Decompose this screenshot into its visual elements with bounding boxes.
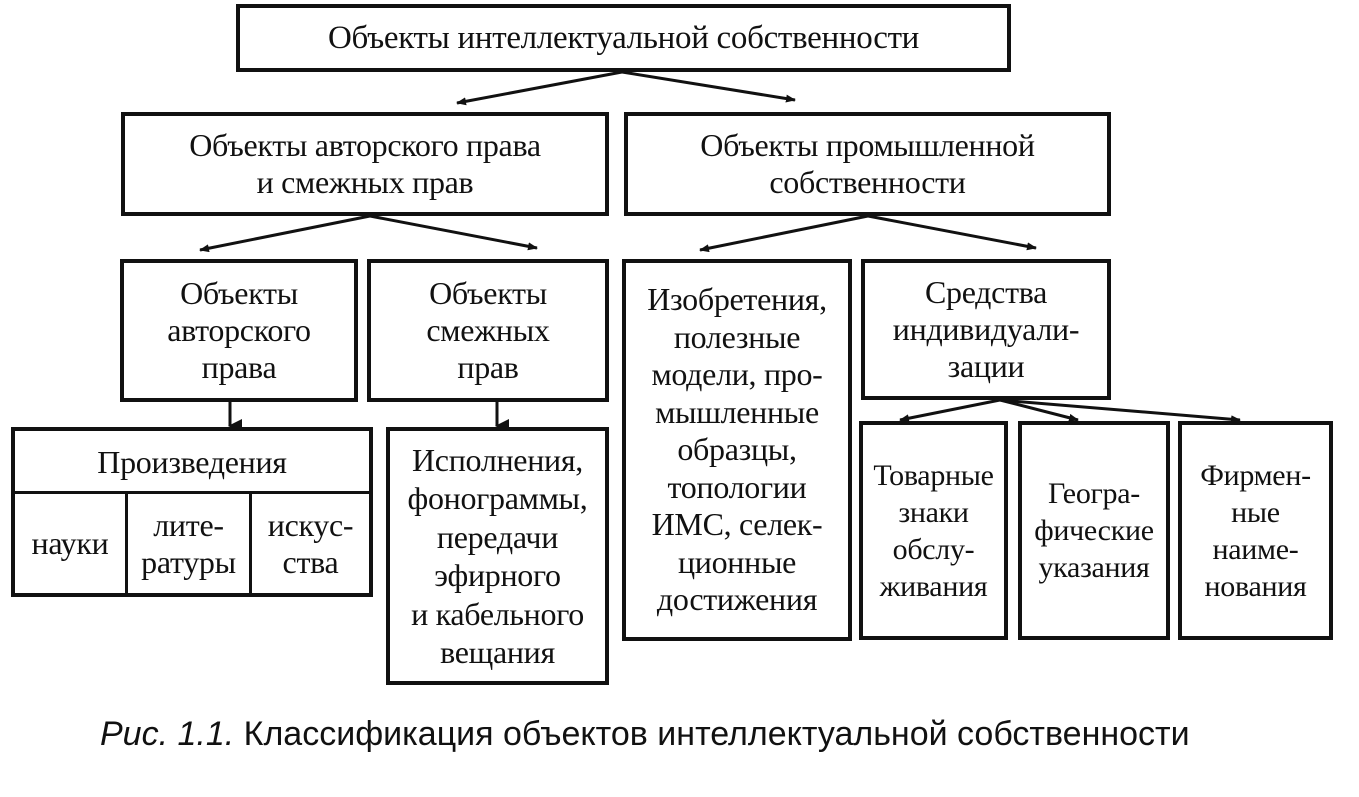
performances-label-3: передачи [436,518,559,555]
trademarks-node [859,421,1008,640]
individualization-node [861,259,1111,400]
inventions-label-1: Изобретения, [647,281,827,318]
industrial-branch-node [624,112,1111,216]
arrow-industrial-to-inventions [700,216,868,250]
works-table [11,427,373,597]
author-rights-label-2: авторского [167,312,311,348]
works-header [15,431,369,493]
figure-caption-number: Рис. 1.1. [100,715,235,753]
trade-names-label-4: нования [1204,569,1307,603]
works-literature-label-1: лите- [153,506,224,543]
geo-indications-label-1: Геогра- [1048,477,1140,510]
arrow-root-to-industrial [622,72,795,100]
trade-names-label-3: наиме- [1212,532,1299,566]
root-label: Объекты интеллектуальной собственности [327,19,920,56]
works-column-science [15,494,125,593]
performances-label-4: эфирного [434,557,561,593]
root-node [236,4,1011,72]
works-science-label: науки [31,525,109,561]
copyright-branch-label-1: Объекты авторского права [189,127,541,163]
works-column-literature [128,494,249,593]
works-column-art [252,494,369,593]
inventions-label-3: модели, про- [651,356,823,393]
works-art-label-1: искус- [267,506,354,543]
trademarks-label-2: знаки [898,495,969,529]
author-rights-node [120,259,358,402]
author-rights-label-3: права [201,349,277,385]
arrow-industrial-to-individualization [868,216,1036,248]
inventions-label-8: ционные [677,543,797,580]
performances-label-1: Исполнения, [412,441,583,478]
arrow-individualization-to-trademarks [900,400,1000,420]
performances-label-2: фонограммы, [407,480,588,516]
arrow-copyright-to-author [200,216,370,250]
inventions-label-4: мышленные [655,393,819,430]
arrow-individualization-to-tradenames [1000,400,1240,420]
inventions-label-7: ИМС, селек- [651,506,823,543]
trademarks-label-3: обслу- [892,532,975,566]
copyright-branch-label-2: и смежных прав [256,164,474,200]
inventions-label-6: топологии [667,468,807,505]
geo-indications-node [1018,421,1170,640]
figure-caption [100,712,1300,756]
copyright-branch-node [121,112,609,216]
industrial-branch-label-1: Объекты промышленной [700,127,1035,163]
performances-label-6: вещания [440,634,555,670]
individualization-label-3: зации [947,348,1025,384]
arrow-individualization-to-geo [1000,400,1078,420]
performances-label-5: и кабельного [411,595,584,632]
inventions-label-9: достижения [656,581,818,618]
individualization-label-2: индивидуали- [892,311,1080,347]
author-rights-label-1: Объекты [180,275,298,311]
works-header-label: Произведения [97,443,287,480]
inventions-label-2: полезные [673,318,801,355]
related-rights-label-2: смежных [426,312,550,348]
geo-indications-label-3: указания [1038,551,1150,584]
arrow-copyright-to-related [370,216,537,248]
trademarks-label-1: Товарные [873,458,994,492]
trade-names-label-2: ные [1231,495,1280,529]
trade-names-label-1: Фирмен- [1200,458,1311,492]
geo-indications-label-2: фические [1034,514,1154,547]
works-art-label-2: ства [282,543,339,580]
figure-caption-text: Классификация объектов интеллектуальной собственности [234,715,1190,753]
individualization-label-1: Средства [924,274,1048,310]
performances-node [386,427,609,685]
inventions-node [622,259,852,641]
related-rights-label-3: прав [457,349,519,385]
trademarks-label-4: живания [879,569,988,603]
trade-names-node [1178,421,1333,640]
inventions-label-5: образцы, [677,431,797,468]
related-rights-node [367,259,609,402]
arrow-root-to-copyright [457,72,622,103]
related-rights-label-1: Объекты [429,275,547,311]
industrial-branch-label-2: собственности [769,164,966,200]
works-literature-label-2: ратуры [141,543,236,580]
